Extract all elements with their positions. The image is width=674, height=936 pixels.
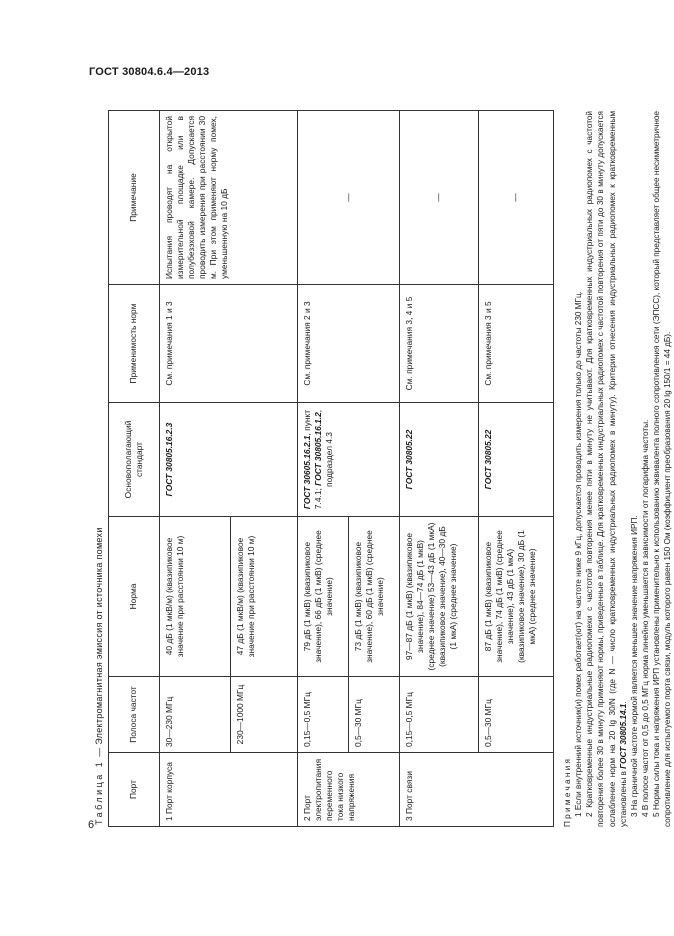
note-cell: —: [400, 111, 479, 285]
applicability-cell: См. примечания 3, 4 и 5: [400, 285, 479, 403]
norm-cell: 79 дБ (1 мкВ) (квазипиковое значение), 66 дБ (1 мкВ) (среднее значение): [298, 517, 349, 677]
note-cell: Испытания проводят на открытой измерительной площадке или в полубезэховой камере. Допускается проводить измерения при расстоянии 30 м. При этом применяют норму помех, уменьшенную на 10 дБ: [160, 111, 298, 285]
norm-cell: 73 дБ (1 мкВ) (квазипиковое значение), 60 дБ (1 мкВ) (среднее значение): [349, 517, 400, 677]
note-item: [584, 111, 629, 827]
table-caption: [94, 95, 104, 825]
norm-cell: 87 дБ (1 мкВ) (квазипиковое значение), 74 дБ (1 мкВ) (среднее значение), 43 дБ (1 мкА) (квазипиковое значение), 30 дБ (1 мкА) (среднее значение): [479, 517, 554, 677]
port-cell: 1 Порт корпуса: [160, 753, 298, 827]
col-header-note: Примечание: [109, 111, 160, 285]
table-row: [479, 111, 554, 827]
note-item: 1 Если внутренний источник(и) помех работает(ют) на частоте ниже 9 кГц, допускается проводить измерения только до частоты 230 МГц.: [574, 291, 584, 817]
band-cell: 30—230 МГц: [160, 677, 231, 753]
standard-clause: , пункт 7.4.1;: [302, 409, 324, 510]
rotated-table-page: [94, 95, 673, 835]
norm-cell: 97—87 дБ (1 мкВ) (квазипиковое значение), 84—74 дБ (1 мкВ) (среднее значение) 53—43 дБ (1 мкА) (квазипиковое значение), 40—30 дБ (1 мкА) (среднее значение): [400, 517, 479, 677]
standard-cell: ГОСТ 30805.22: [479, 403, 554, 517]
applicability-cell: См. примечания 3 и 5: [479, 285, 554, 403]
table-notes: [562, 111, 674, 827]
standard-ref: ГОСТ 30805.16.1.2: [313, 412, 324, 486]
table-row: [160, 111, 231, 827]
band-cell: 230—1000 МГц: [231, 677, 298, 753]
standard-clause: , подраздел 4.3: [313, 409, 335, 487]
note-text: 2 Кратковременные индустриальные радиопомехи с частотой повторения менее пяти в минуту не учитывают. Для кратковременных индустриальных радиопомех с частотой повторения более 30 в минуту применяют нормы, приведенные в таблице. Для кратковременных индустриальных радиопомех с частотой повторения от пяти до 30 в минуту допускается ослабление норм на 20 lg 30/N (где N — число кратковременных индустриальных радиопомех в минуту). Критерии отнесения индустриальных радиопомех к кратковременным установлены в: [585, 111, 628, 827]
table-header-row: [109, 111, 160, 827]
standard-cell: ГОСТ 30805.22: [400, 403, 479, 517]
norm-cell: 40 дБ (1 мкВ/м) (квазипиковое значение при расстоянии 10 м): [160, 517, 231, 677]
caption-prefix: Таблица 1: [94, 759, 104, 825]
note-item: 5 Нормы силы тока и напряжения ИРП установлены применительно к использованию эквивалента полного сопротивления сети (ЭПСС), который представляет общее несимметричное сопротивление для испытуемого порта связи, модуль которого равен 150 Ом (коэффициент преобразования 20 lg 150/1 = 44 дБ).: [652, 111, 673, 827]
col-header-band: Полоса частот: [109, 677, 160, 753]
notes-title: Примечания: [563, 756, 572, 827]
applicability-cell: См. примечания 2 и 3: [298, 285, 400, 403]
band-cell: 0,5—30 МГц: [479, 677, 554, 753]
table-row: [400, 111, 479, 827]
note-cell: —: [298, 111, 400, 285]
note-text: .: [618, 701, 628, 704]
band-cell: 0,15—0,5 МГц: [400, 677, 479, 753]
col-header-applicability: Применимость норм: [109, 285, 160, 403]
col-header-port: Порт: [109, 753, 160, 827]
note-item: 4 В полосе частот от 0,5 до 0,5 МГц норма линейно уменьшается в зависимости от логарифма частоты.: [641, 419, 651, 817]
note-item: 3 На граничной частоте нормой является меньшее значение напряжения ИРП.: [629, 515, 639, 817]
col-header-standard: Основополагающий стандарт: [109, 403, 160, 517]
emission-table: [108, 110, 554, 827]
port-cell: 2 Порт электропитания переменного тока низкого напряжения: [298, 753, 400, 827]
table-row: [298, 111, 349, 827]
applicability-cell: См. примечания 1 и 3: [160, 285, 298, 403]
standard-ref: ГОСТ 30605.16.2.1: [302, 435, 312, 510]
col-header-norm: Норма: [109, 517, 160, 677]
caption-text: — Электромагнитная эмиссия от источника помехи: [94, 527, 104, 760]
band-cell: 0,15—0,5 МГц: [298, 677, 349, 753]
standard-cell: ГОСТ 30805.16.2.3: [160, 403, 298, 517]
port-cell: 3 Порт связи: [400, 753, 554, 827]
page-number: 6: [88, 819, 95, 831]
standard-cell: [298, 403, 400, 517]
standard-ref: ГОСТ 30805.14.1: [618, 703, 628, 769]
band-cell: 0,5—30 МГц: [349, 677, 400, 753]
note-cell: —: [479, 111, 554, 285]
norm-cell: 47 дБ (1 мкВ/м) (квазипиковое значение при расстоянии 10 м): [231, 517, 298, 677]
document-header: ГОСТ 30804.6.4—2013: [89, 66, 210, 78]
